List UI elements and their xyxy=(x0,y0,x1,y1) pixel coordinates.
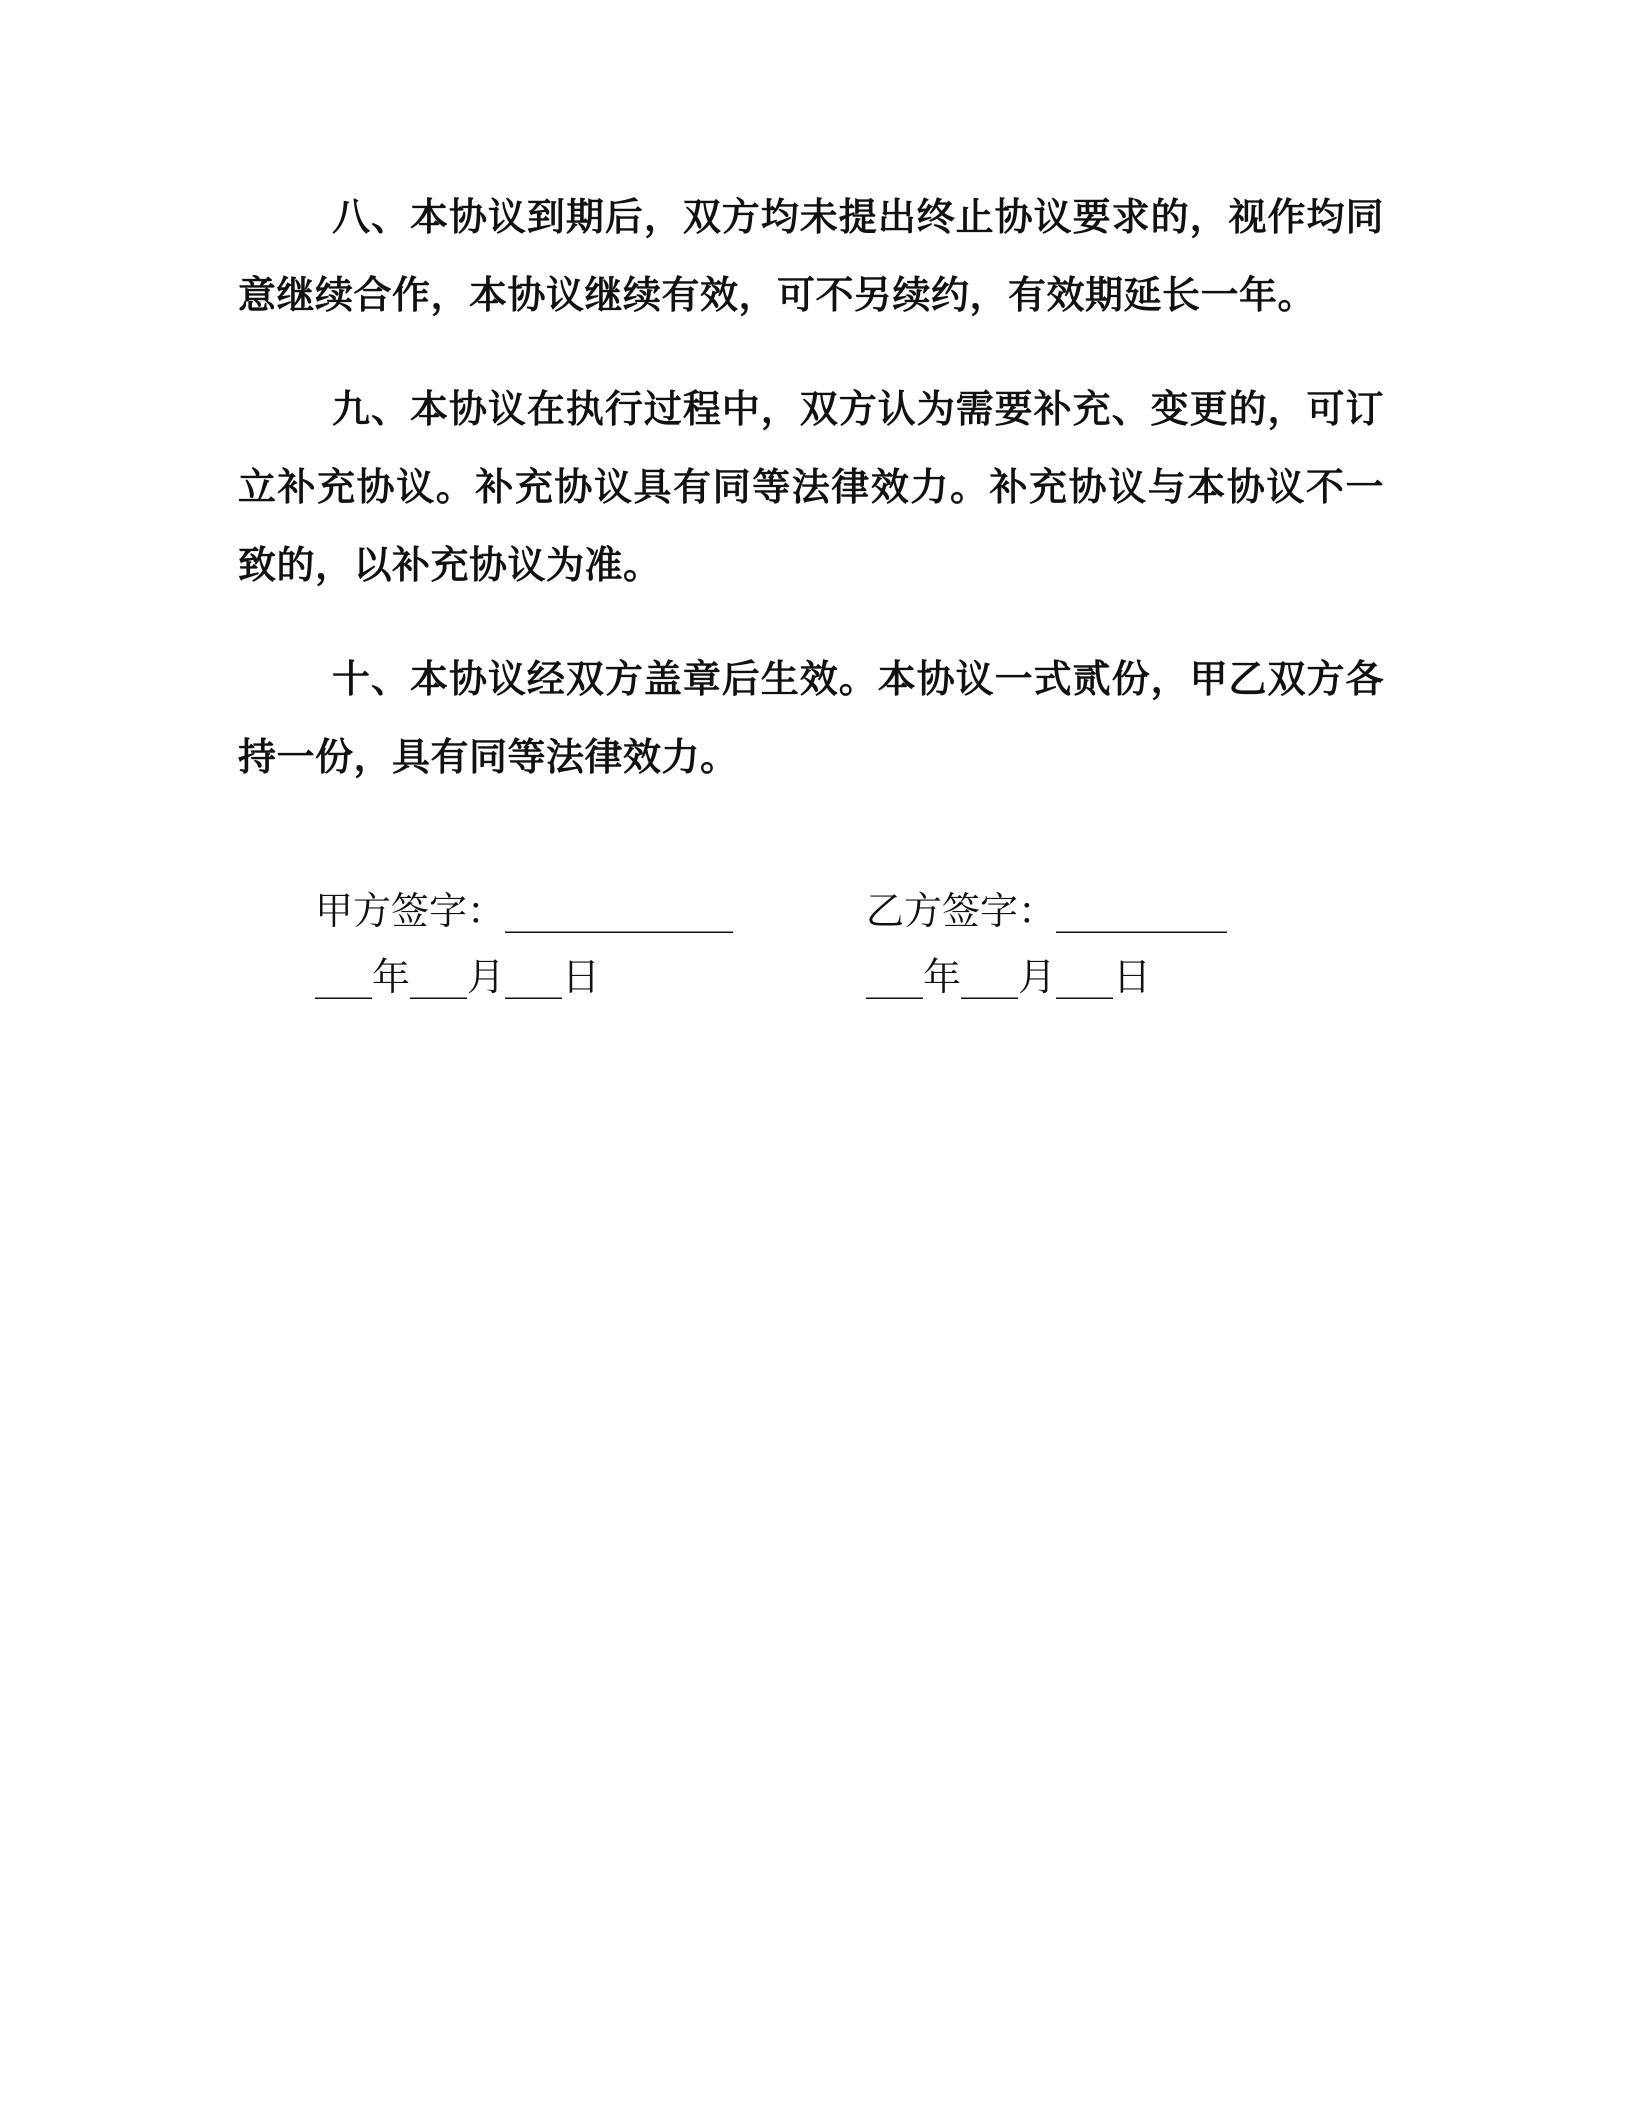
party-b-signature-line: 乙方签字：_________ xyxy=(866,889,1228,933)
party-b-date-line: ___年___月___日 xyxy=(866,955,1152,999)
clause-9: 九、本协议在执行过程中，双方认为需要补充、变更的，可订立补充协议。补充协议具有同等法律效力。补充协议与本协议不一致的，以补充协议为准。 xyxy=(238,387,1384,587)
party-a-date-line: ___年___月___日 xyxy=(315,955,601,999)
party-b-signature-block xyxy=(866,878,1227,1010)
party-a-signature-line: 甲方签字：____________ xyxy=(315,889,734,933)
party-a-signature-block xyxy=(315,878,733,1010)
agreement-clauses xyxy=(238,178,1384,832)
clause-10: 十、本协议经双方盖章后生效。本协议一式贰份，甲乙双方各持一份，具有同等法律效力。 xyxy=(238,657,1384,779)
clause-8: 八、本协议到期后，双方均未提出终止协议要求的，视作均同意继续合作，本协议继续有效，可不另续约，有效期延长一年。 xyxy=(238,195,1384,317)
